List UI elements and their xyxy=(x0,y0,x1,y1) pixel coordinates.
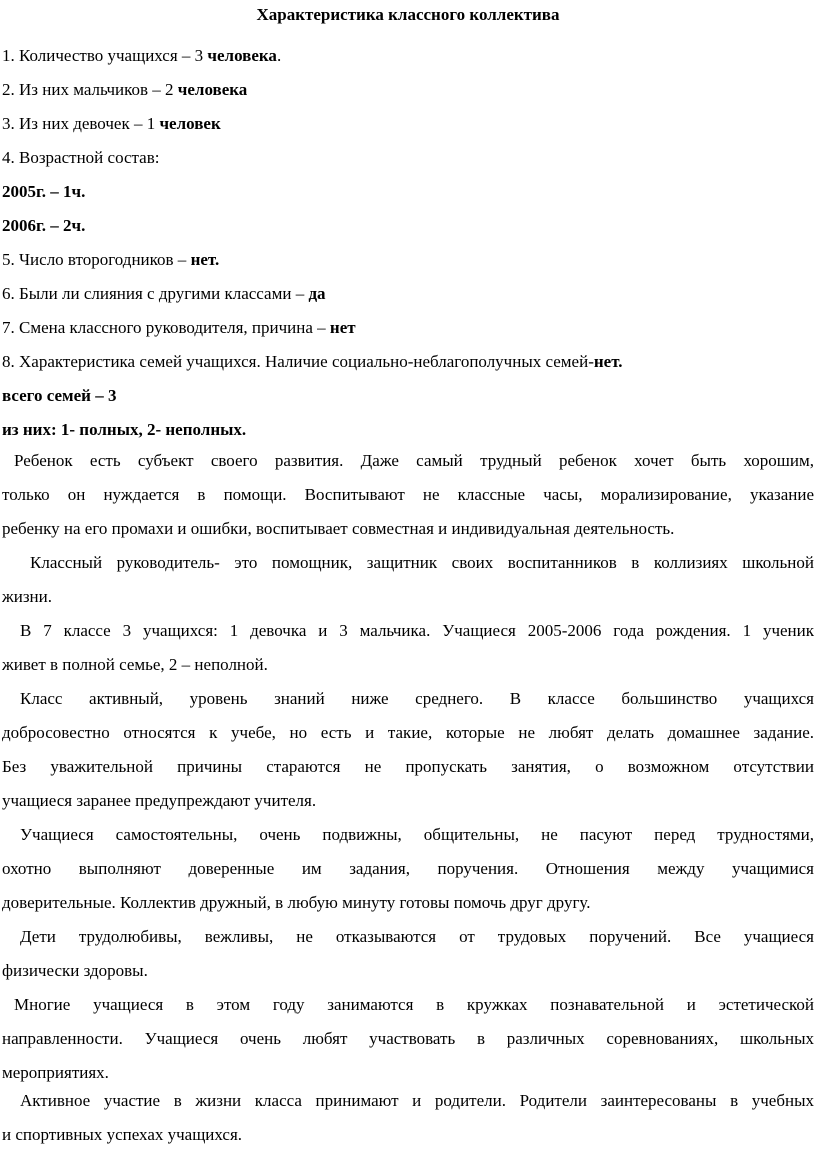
item-text: 1. Количество учащихся – 3 xyxy=(2,46,208,65)
item-age-composition xyxy=(2,147,814,169)
paragraph-line: Активное участие в жизни класса принимают и родители. Родители заинтересованы в учебных xyxy=(20,1091,814,1110)
paragraph-line: направленности. Учащиеся очень любят участвовать в различных соревнованиях, школьных xyxy=(2,1029,814,1048)
item-text: 3. Из них девочек – 1 xyxy=(2,114,160,133)
paragraph-line: Классный руководитель- это помощник, защитник своих воспитанников в коллизиях школьной xyxy=(30,553,814,572)
paragraph-line: только он нуждается в помощи. Воспитывают не классные часы, морализирование, указание xyxy=(2,485,814,504)
item-family-breakdown: из них: 1- полных, 2- неполных. xyxy=(2,420,247,439)
paragraph-class-activity xyxy=(2,682,814,818)
paragraph-parents xyxy=(2,1084,814,1152)
item-age-2006: 2006г. – 2ч. xyxy=(2,216,86,235)
paragraph-line: Многие учащиеся в этом году занимаются в кружках познавательной и эстетической xyxy=(14,995,814,1014)
item-bold: человек xyxy=(159,114,221,133)
item-bold: да xyxy=(308,284,326,303)
paragraph-class-teacher xyxy=(2,546,814,614)
paragraph-clubs xyxy=(2,988,814,1090)
item-bold: нет. xyxy=(593,352,623,371)
item-total-families: всего семей – 3 xyxy=(2,386,117,405)
paragraph-line: учащиеся заранее предупреждают учителя. xyxy=(2,791,317,810)
item-boys-count xyxy=(2,79,814,101)
item-teacher-change xyxy=(2,317,814,339)
item-repeaters xyxy=(2,249,814,271)
item-text: 4. Возрастной состав: xyxy=(2,148,160,167)
paragraph-line: Дети трудолюбивы, вежливы, не отказываются от трудовых поручений. Все учащиеся xyxy=(20,927,814,946)
paragraph-line: Ребенок есть субъект своего развития. Даже самый трудный ребенок хочет быть хорошим, xyxy=(14,451,814,470)
paragraph-line: Учащиеся самостоятельны, очень подвижны, общительны, не пасуют перед трудностями, xyxy=(20,825,814,844)
item-text: 7. Смена классного руководителя, причина – xyxy=(2,318,330,337)
item-text: 5. Число второгодников – xyxy=(2,250,191,269)
item-girls-count xyxy=(2,113,814,135)
item-student-count xyxy=(2,45,814,67)
paragraph-class-composition xyxy=(2,614,814,682)
item-text: 2. Из них мальчиков – 2 xyxy=(2,80,178,99)
paragraph-line: ребенку на его промахи и ошибки, воспитывает совместная и индивидуальная деятельность. xyxy=(2,519,675,538)
item-family-characteristics xyxy=(2,351,814,373)
paragraph-line: мероприятиях. xyxy=(2,1063,109,1082)
item-bold: нет xyxy=(329,318,356,337)
paragraph-line: Без уважительной причины стараются не пропускать занятия, о возможном отсутствии xyxy=(2,757,814,776)
item-tail: . xyxy=(276,46,282,65)
paragraph-line: охотно выполняют доверенные им задания, поручения. Отношения между учащимися xyxy=(2,859,814,878)
item-text: 8. Характеристика семей учащихся. Наличие социально-неблагополучных семей- xyxy=(2,352,594,371)
item-text: 6. Были ли слияния с другими классами – xyxy=(2,284,309,303)
document-title: Характеристика классного коллектива xyxy=(256,5,560,24)
paragraph-line: живет в полной семье, 2 – неполной. xyxy=(2,655,268,674)
paragraph-line: и спортивных успехах учащихся. xyxy=(2,1125,243,1144)
paragraph-child-development xyxy=(2,444,814,546)
item-bold: человека xyxy=(207,46,277,65)
item-age-2005: 2005г. – 1ч. xyxy=(2,182,86,201)
item-bold: человека xyxy=(177,80,248,99)
paragraph-line: Класс активный, уровень знаний ниже среднего. В классе большинство учащихся xyxy=(20,689,814,708)
paragraph-line: доверительные. Коллектив дружный, в любую минуту готовы помочь друг другу. xyxy=(2,893,591,912)
item-class-merges xyxy=(2,283,814,305)
paragraph-line: добросовестно относятся к учебе, но есть и такие, которые не любят делать домашнее задание. xyxy=(2,723,814,742)
paragraph-diligence xyxy=(2,920,814,988)
paragraph-line: физически здоровы. xyxy=(2,961,148,980)
paragraph-line: жизни. xyxy=(2,587,53,606)
paragraph-line: В 7 классе 3 учащихся: 1 девочка и 3 мальчика. Учащиеся 2005-2006 года рождения. 1 ученик xyxy=(20,621,814,640)
item-bold: нет. xyxy=(190,250,220,269)
paragraph-student-traits xyxy=(2,818,814,920)
